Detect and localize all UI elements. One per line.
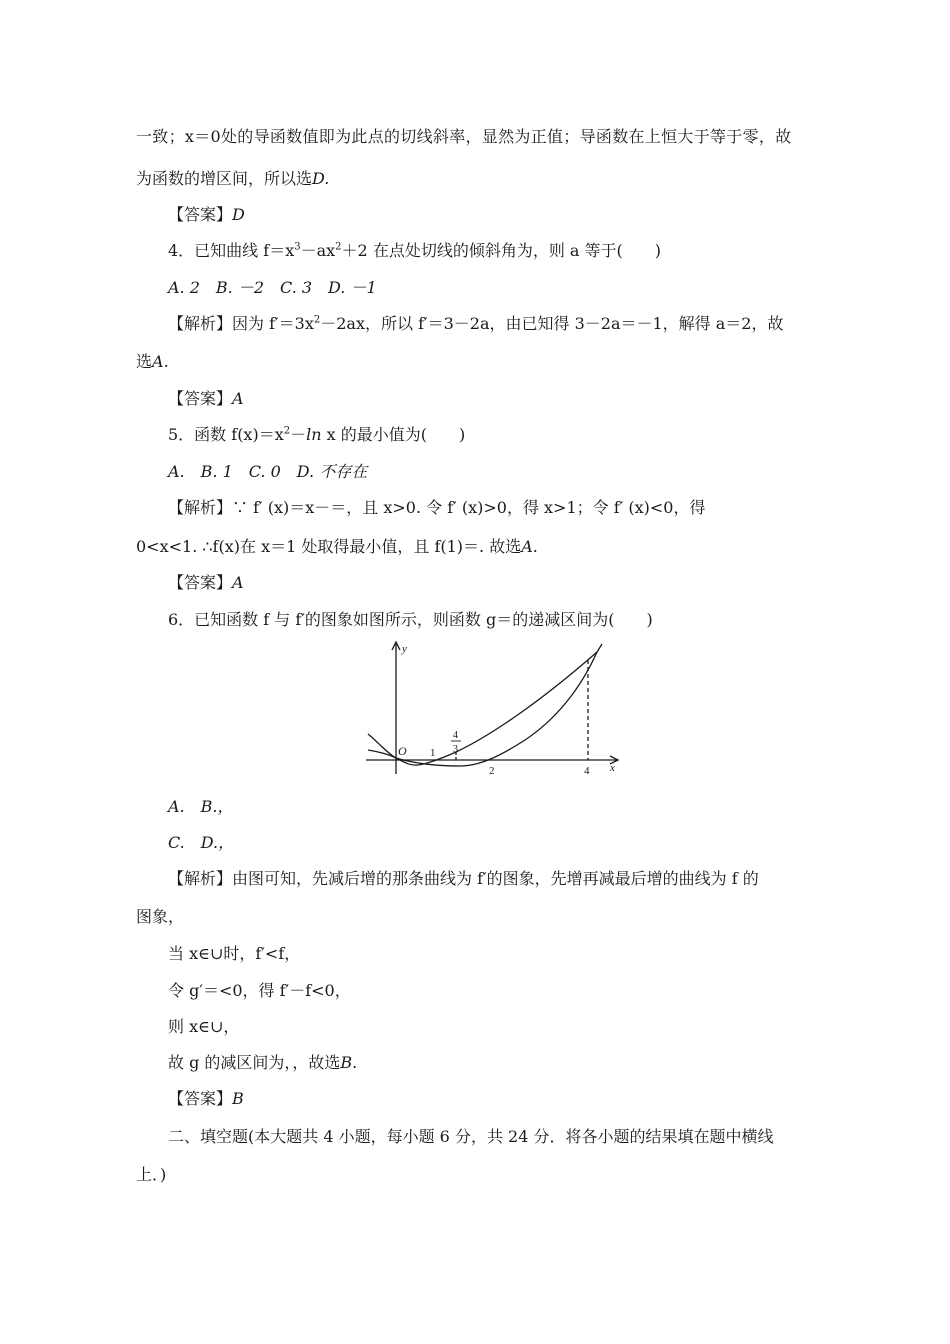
answer-line: 【答案】A	[168, 573, 244, 592]
question-6-options: C. D.，	[168, 833, 235, 852]
origin-label: O	[398, 744, 407, 758]
text-line: 为函数的增区间，所以选D.	[136, 169, 330, 188]
question-6: 6．已知函数 f 与 f′的图象如图所示，则函数 g＝的递减区间为( )	[168, 610, 653, 629]
question-4-options: A. 2 B. －2 C. 3 D. －1	[168, 278, 377, 297]
text-line: 则 x∈∪，	[168, 1017, 240, 1036]
text-line: 图象，	[136, 907, 185, 926]
y-axis-label: y	[402, 643, 407, 655]
question-5-options: A. B. 1 C. 0 D. 不存在	[168, 462, 368, 481]
solution-5: 【解析】∵ f′ (x)＝x－＝，且 x>0. 令 f′ (x)>0，得 x>1；令 f′ (x)<0，得	[168, 498, 706, 517]
tick-label-4-3-den: 3	[453, 744, 458, 755]
tick-label-4-3-num: 4	[453, 730, 458, 741]
answer-line: 【答案】D	[168, 205, 245, 224]
text-line: 故 g 的减区间为，，故选B.	[168, 1053, 358, 1072]
text-line: 一致；x＝0处的导函数值即为此点的切线斜率，显然为正值；导函数在上恒大于等于零，故	[136, 127, 792, 146]
answer-line: 【答案】A	[168, 389, 244, 408]
tick-label-4: 4	[584, 765, 590, 777]
text-line: 0<x<1. ∴f(x)在 x＝1 处取得最小值，且 f(1)＝. 故选A.	[136, 537, 538, 556]
answer-line: 【答案】B	[168, 1089, 244, 1108]
function-graph	[360, 640, 630, 780]
section-heading: 二、填空题(本大题共 4 小题，每小题 6 分，共 24 分．将各小题的结果填在题中横线	[168, 1127, 774, 1146]
text-line: 当 x∈∪时，f′<f，	[168, 944, 301, 963]
question-6-options: A. B.，	[168, 797, 234, 816]
tick-label-2: 2	[489, 765, 495, 777]
question-4: 4．已知曲线 $f=x^3-ax^2+2$ 在点处切线的倾斜角为，则 a 等于( )	[168, 241, 662, 260]
solution-4: 【解析】因为 $f'=3x^2-2ax$，所以 f′＝3－2a，由已知得 3－2a＝－1，解得 a＝2，故	[168, 314, 784, 333]
question-5: 5．函数 $f(x)=x^2-\ln$ x 的最小值为( )	[168, 425, 466, 444]
text-line: 令 g′＝<0，得 f′－f<0，	[168, 981, 351, 1000]
solution-6: 【解析】由图可知，先减后增的那条曲线为 f′的图象，先增再减最后增的曲线为 f 的	[168, 869, 759, 888]
text-line: 上．)	[136, 1165, 167, 1184]
x-axis-label: x	[610, 762, 615, 774]
text-line: 选A.	[136, 352, 169, 371]
tick-label-1: 1	[430, 747, 436, 759]
